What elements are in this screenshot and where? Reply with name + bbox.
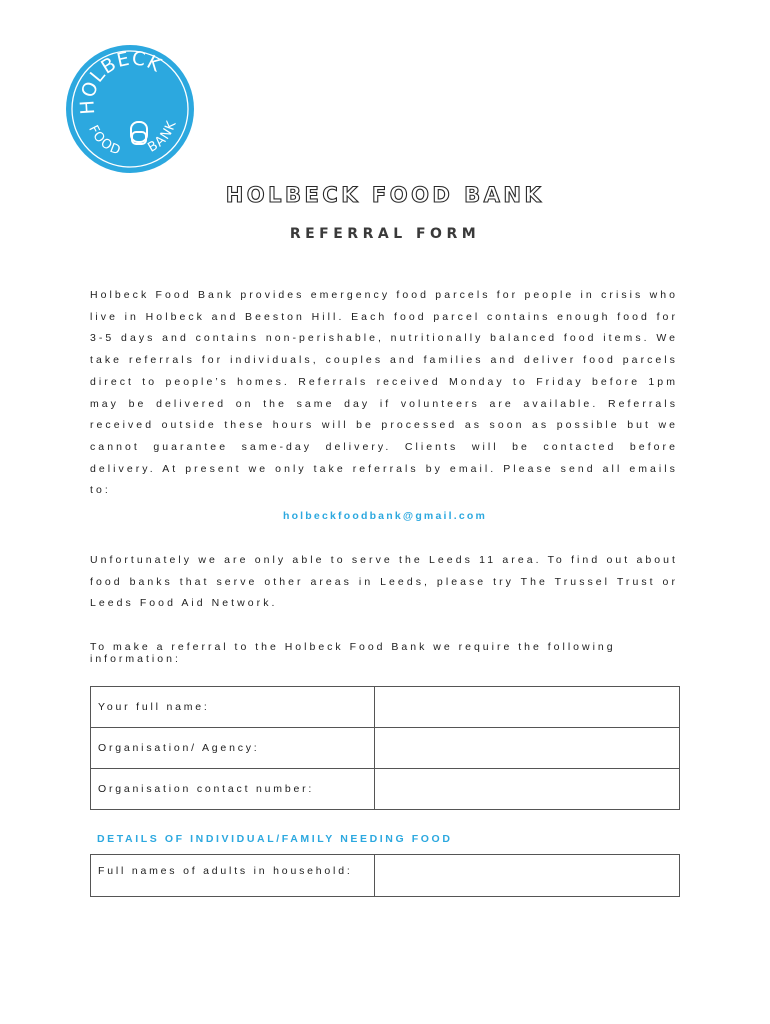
full-name-label: Your full name: xyxy=(91,687,375,728)
form-row xyxy=(91,855,680,897)
form-row xyxy=(91,769,680,810)
logo-text-top: HOLBECK xyxy=(76,47,166,116)
household-details-table xyxy=(90,854,680,897)
intro-paragraph: Holbeck Food Bank provides emergency food parcels for people in crisis who live in Holbeck and Beeston Hill. Each food parcel contains enough food for 3-5 days and contains non-perishable, nutritionally balanced food items. We take referrals for individuals, couples and families and deliver food parcels direct to people’s homes. Referrals received Monday to Friday before 1pm may be delivered on the same day if volunteers are available. Referrals received outside these hours will be processed as soon as possible but we cannot guarantee same-day delivery. Clients will be contacted before delivery. At present we only take referrals by email. Please send all emails to: xyxy=(90,289,678,497)
referrer-details-table xyxy=(90,686,680,810)
organisation-label: Organisation/ Agency: xyxy=(91,728,375,769)
logo-text-left: FOOD xyxy=(85,123,124,159)
form-row xyxy=(91,687,680,728)
contact-number-field[interactable] xyxy=(375,769,680,810)
area-note-paragraph: Unfortunately we are only able to serve the Leeds 11 area. To find out about food banks that serve other areas in Leeds, please try The Trussel Trust or Leeds Food Aid Network. xyxy=(90,554,678,610)
page-title: HOLBECK FOOD BANK xyxy=(225,183,545,207)
referral-email-link[interactable]: holbeckfoodbank@gmail.com xyxy=(282,510,488,522)
section-heading-household: DETAILS OF INDIVIDUAL/FAMILY NEEDING FOOD xyxy=(97,833,453,845)
organisation-field[interactable] xyxy=(375,728,680,769)
adult-names-field[interactable] xyxy=(375,855,680,897)
requirement-note: To make a referral to the Holbeck Food Bank we require the following information: xyxy=(90,641,616,665)
page-subtitle: REFERRAL FORM xyxy=(289,226,481,242)
logo-text-right: BANK xyxy=(145,118,180,156)
full-name-field[interactable] xyxy=(375,687,680,728)
form-row xyxy=(91,728,680,769)
adult-names-label: Full names of adults in household: xyxy=(91,855,375,897)
food-bank-logo-icon xyxy=(65,44,195,174)
contact-number-label: Organisation contact number: xyxy=(91,769,375,810)
